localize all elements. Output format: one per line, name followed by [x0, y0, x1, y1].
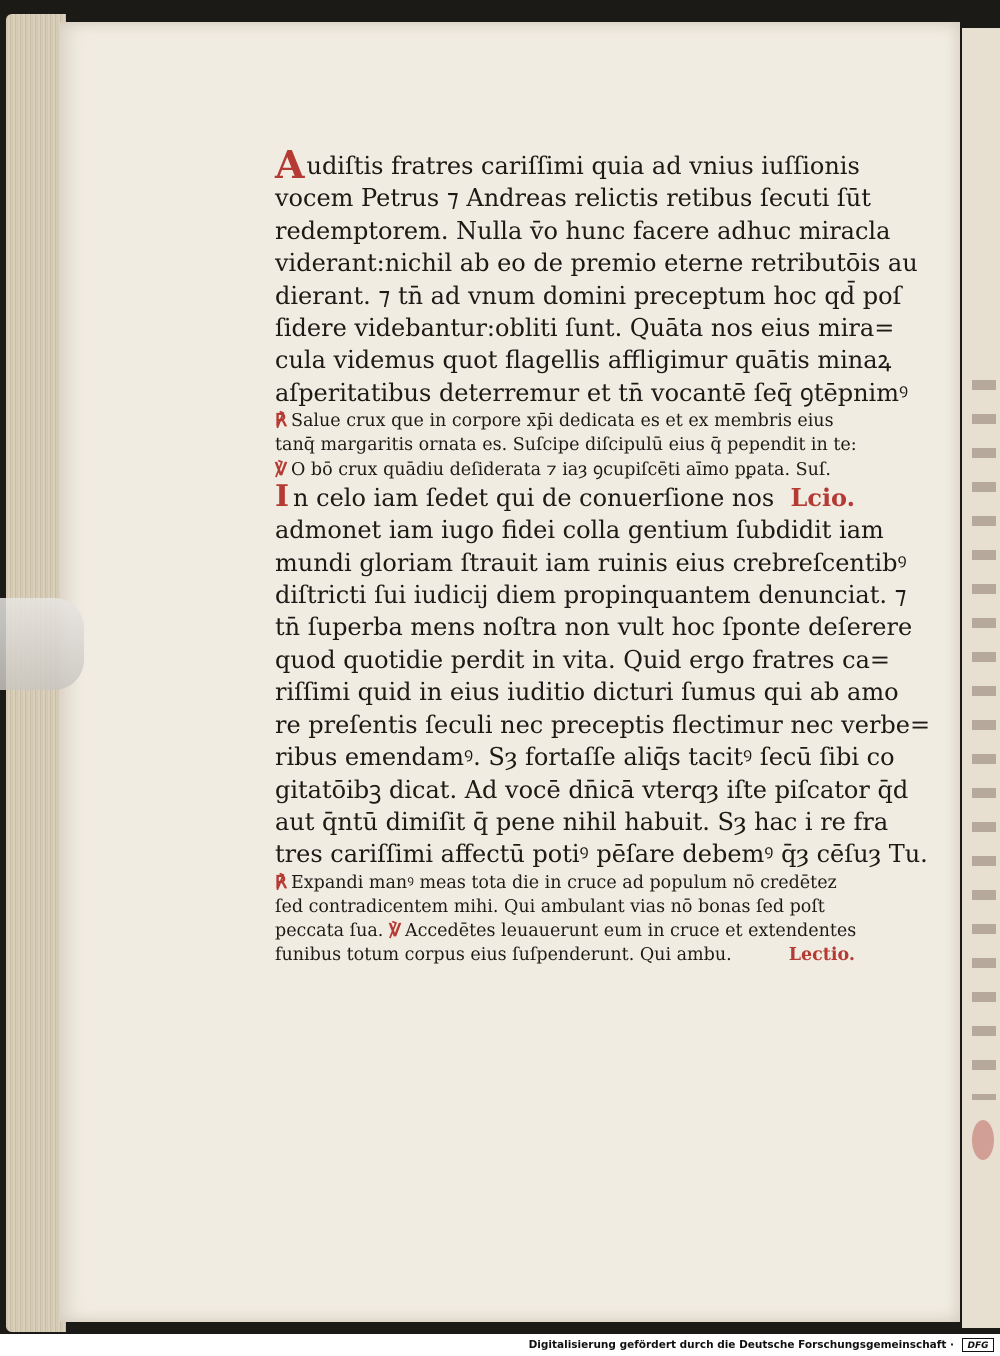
text-line: ſidere videbantur:obliti ſunt. Quāta nos eius mira=: [275, 314, 895, 343]
versicle-line: [275, 919, 855, 943]
text-line: riſſimi quid in eius iuditio dicturi ſumus qui ab amo: [275, 678, 899, 707]
text-line-1: [275, 142, 860, 187]
responsory-mark: ℟: [275, 411, 287, 432]
text-line: vocem Petrus ⁊ Andreas relictis retibus ſecuti ſūt: [275, 184, 871, 213]
text-line: viderant:nichil ab eo de premio eterne retributōis au: [275, 249, 918, 278]
responsory-text: Expandi manꝰ meas tota die in cruce ad populum nō credētez: [290, 872, 837, 893]
text-line: cula videmus quot flagellis affligimur quātis minaꝝ: [275, 346, 892, 375]
text-line: aſperitatibus deterremur et tn̄ vocantē ſeq̄ ꝯtēpnimꝰ: [275, 378, 909, 407]
footer-credit: Digitalisierung gefördert durch die Deutsche Forschungsgemeinschaft ·: [528, 1339, 954, 1351]
footer-bar: [0, 1334, 1000, 1356]
facing-page-ink-marks: [972, 380, 996, 1100]
versicle-line: [275, 458, 855, 482]
versicle-mark: ℣: [388, 921, 401, 942]
text-line: ribus emendamꝰ. Sȝ fortaſſe aliq̄s tacitꝰ ſecū ſibi co: [275, 743, 895, 772]
initial-i: I: [275, 478, 290, 514]
text-line: gitatōibꝫ dicat. Ad vocē dn̄icā vterqȝ iſte piſcator q̄d: [275, 775, 909, 804]
page-holder-clip: [0, 598, 84, 690]
last-line: [275, 943, 855, 967]
text-line: admonet iam iugo fidei colla gentium ſubdidit iam: [275, 516, 884, 545]
lesson-text: n celo iam ſedet qui de conuerſione nos: [293, 483, 775, 512]
text-line: tres cariſſimi affectū potiꝰ pēſare debemꝰ q̄ȝ cēſuȝ Tu.: [275, 840, 928, 869]
text-line: mundi gloriam ſtrauit iam ruinis eius crebreſcentibꝰ: [275, 548, 907, 577]
last-line-text: funibus totum corpus eius ſuſpenderunt. Qui ambu.: [275, 945, 732, 966]
versicle-pre: peccata ſua.: [275, 921, 384, 942]
responsory-mark: ℟: [275, 872, 287, 893]
text-line-1-rest: udiſtis fratres cariſſimi quia ad vnius iuſſionis: [306, 152, 860, 180]
facing-page-red-mark: [972, 1120, 994, 1160]
responsory-line: [275, 409, 855, 433]
text-line: quod quotidie perdit in vita. Quid ergo fratres ca=: [275, 645, 890, 674]
text-line: redemptorem. Nulla v̄o hunc facere adhuc miracla: [275, 216, 891, 245]
responsory-line: ſed contradicentem mihi. Qui ambulant vias nō bonas ſed poſt: [275, 896, 825, 917]
lectio-label: Lcio.: [790, 482, 855, 512]
initial-a: A: [275, 142, 305, 187]
responsory-line: [275, 871, 855, 895]
responsory-line: tanq̄ margaritis ornata es. Suſcipe diſcipulū eius q̄ pependit in te:: [275, 435, 857, 456]
lectio-label: Lectio.: [788, 945, 855, 966]
versicle-text: Accedētes leuauerunt eum in cruce et extendentes: [404, 921, 857, 942]
text-line: diſtricti ſui iudicij diem propinquantem denunciat. ⁊: [275, 581, 907, 610]
dfg-logo: DFG: [962, 1338, 994, 1352]
incunable-text-block: [275, 142, 931, 968]
text-line: tn̄ ſuperba mens noſtra non vult hoc ſponte deſerere: [275, 613, 913, 642]
responsory-text: Salue crux que in corpore xp̄i dedicata es et ex membris eius: [290, 411, 834, 432]
versicle-text: O bō crux quādiu deſiderata ⁊ iaȝ ꝯcupiſcēti aīmo pꝑata. Suſ.: [290, 459, 831, 480]
text-line: aut q̄ntū dimiſit q̄ pene nihil habuit. Sȝ hac i re fra: [275, 807, 889, 836]
versicle-mark: ℣: [275, 459, 287, 480]
text-line: re preſentis ſeculi nec preceptis flectimur nec verbe=: [275, 710, 931, 739]
lesson-line: [275, 478, 855, 514]
text-line: dierant. ⁊ tn̄ ad vnum domini preceptum hoc qd̄ poſ: [275, 281, 902, 310]
